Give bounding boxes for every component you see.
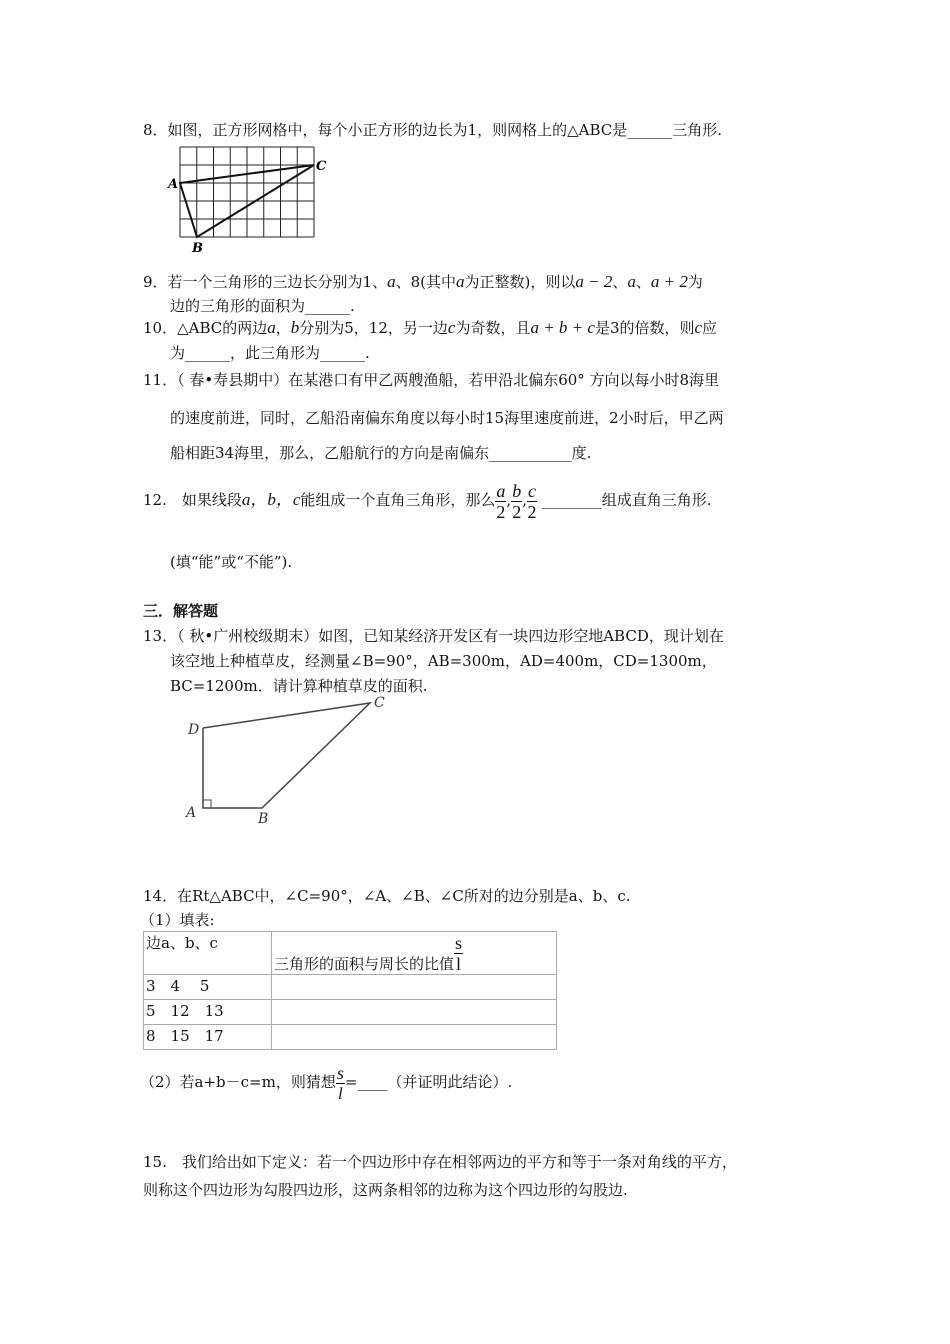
q14-line1: 14．在Rt△ABC中，∠C=90°，∠A、∠B、∠C所对的边分别是a、b、c.: [143, 887, 631, 905]
table-row: 8 15 17: [144, 1025, 557, 1050]
q14-part2: （2）若a+b－c=m，则猜想 $\frac{s}{l}$ =____（并证明此结论）.: [140, 1063, 513, 1103]
svg-text:C: C: [316, 159, 327, 174]
q11-line2: 的速度前进，同时，乙船沿南偏东角度以每小时15海里速度前进，2小时后，甲乙两: [170, 409, 724, 427]
q15-line2: 则称这个四边形为勾股四边形，这两条相邻的边称为这个四边形的勾股边.: [143, 1181, 628, 1199]
svg-text:B: B: [192, 241, 203, 255]
svg-text:D: D: [188, 722, 200, 738]
fill-table: [143, 931, 557, 1050]
q14-part1: （1）填表:: [140, 911, 215, 929]
q8-text: 8．如图，正方形网格中，每个小正方形的边长为1，则网格上的△ABC是______三角形.: [143, 121, 723, 139]
q11-line1: 11．（ 春•寿县期中）在某港口有甲乙两艘渔船，若甲沿北偏东60° 方向以每小时8海里: [143, 371, 720, 389]
svg-text:B: B: [258, 811, 269, 827]
svg-text:A: A: [186, 805, 197, 821]
q13-line3: BC=1200m．请计算种植草皮的面积.: [170, 677, 428, 695]
q9-line2: 边的三角形的面积为______.: [170, 297, 355, 315]
quadrilateral-figure: [180, 690, 400, 830]
section-heading: 三．解答题: [143, 602, 219, 620]
q15-line1: 15. 我们给出如下定义：若一个四边形中存在相邻两边的平方和等于一条对角线的平方，: [143, 1153, 737, 1171]
q12-line2: (填“能”或“不能”).: [170, 553, 293, 571]
table-row: 3 4 5: [144, 975, 557, 1000]
q12-line1: 12. 如果线段a，b，c能组成一个直角三角形，那么 $\frac{a}{2}$ , $\frac{b}{2}$ , $\frac{c}{2}$ ________组成直角三角形.: [143, 480, 712, 522]
table-row: 5 12 13: [144, 1000, 557, 1025]
q10-line1: 10．△ABC的两边a，b分别为5，12，另一边c为奇数，且a + b + c是3的倍数，则c应: [143, 318, 718, 337]
svg-text:A: A: [168, 177, 179, 192]
svg-text:C: C: [374, 695, 385, 711]
q13-line1: 13．（ 秋•广州校级期末）如图，已知某经济开发区有一块四边形空地ABCD，现计划在: [143, 627, 724, 645]
table-header: 边a、b、c 三角形的面积与周长的比值 $\frac{s}{l}$: [144, 932, 557, 975]
q10-line2: 为______，此三角形为______.: [170, 344, 370, 362]
grid-triangle-figure: [160, 140, 340, 255]
q13-line2: 该空地上种植草皮，经测量∠B=90°，AB=300m，AD=400m，CD=1300m，: [170, 652, 717, 670]
q9-line1: 9．若一个三角形的三边长分别为1、a、8(其中a为正整数)，则以a − 2、a、a + 2为: [143, 272, 703, 291]
q11-line3: 船相距34海里，那么，乙船航行的方向是南偏东___________度.: [170, 444, 592, 462]
